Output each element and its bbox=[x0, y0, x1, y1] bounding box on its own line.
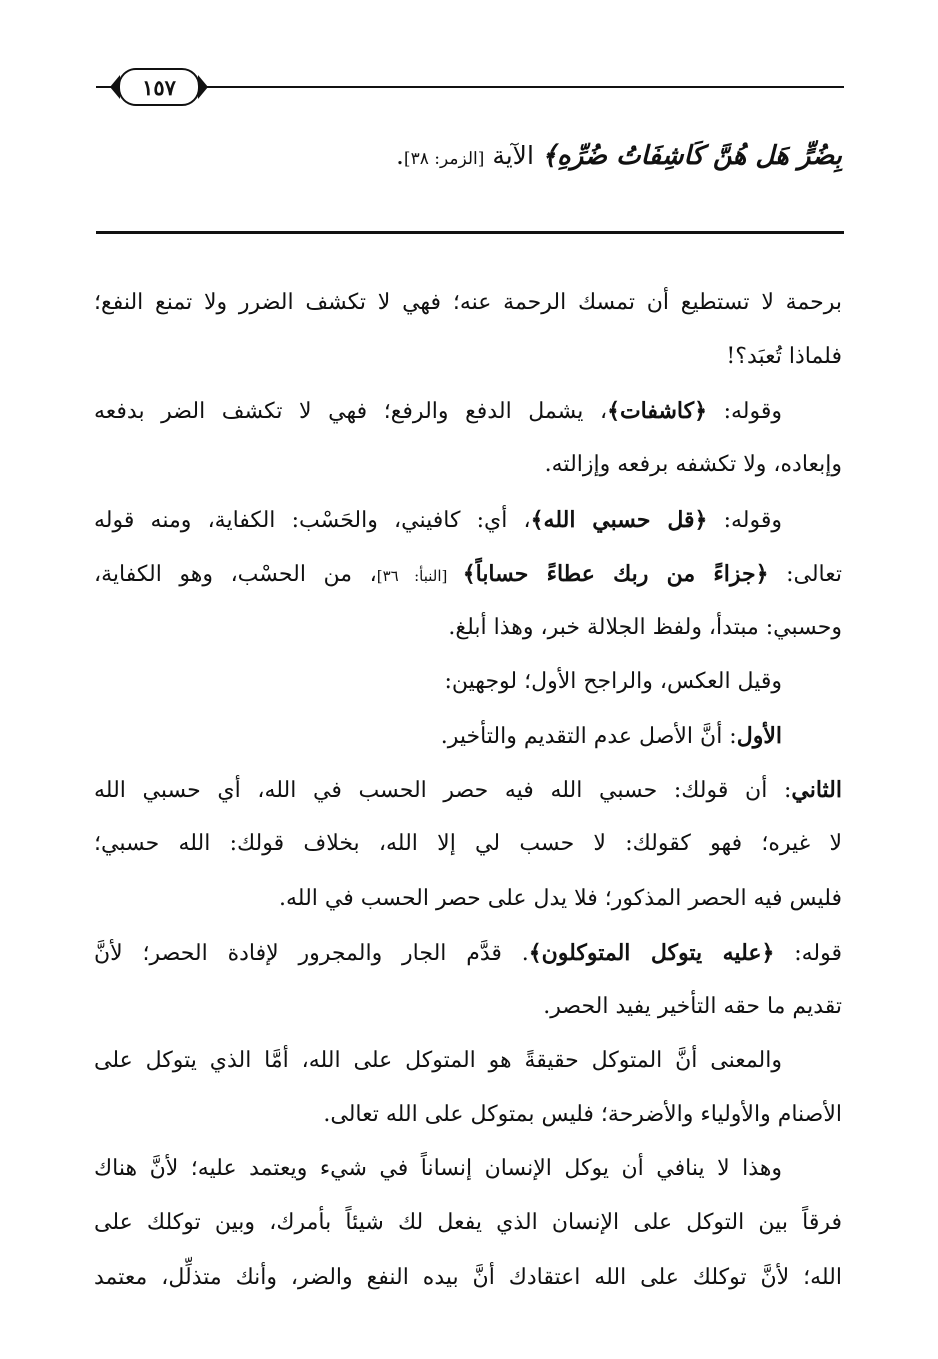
line-text: : أن قولك: حسبي الله فيه حصر الحسب في الله، أي حسبي الله bbox=[94, 778, 792, 804]
line-text: ، أي: كافيني، والحَسْب: الكفاية، ومنه قوله bbox=[94, 507, 531, 533]
line-text: الله؛ لأنَّ توكلك على الله اعتقادك أنَّ بيده النفع والضر، وأنك متذلِّل، معتمد bbox=[94, 1264, 842, 1290]
body-text bbox=[94, 276, 842, 1305]
page-number: ١٥٧ bbox=[142, 74, 176, 100]
line-text: وهذا لا ينافي أن يوكل الإنسان إنساناً في شيء ويعتمد عليه؛ لأنَّ هناك bbox=[94, 1156, 782, 1182]
text-line bbox=[94, 547, 842, 601]
text-line bbox=[94, 763, 842, 817]
quran-quote: بِضُرٍّ هَل هُنَّ كَاشِفَاتُ ضُرِّهِ﴾ bbox=[541, 141, 842, 171]
verse-continuation bbox=[94, 130, 842, 185]
verse-reference: [النبأ: ٣٦] bbox=[376, 566, 463, 585]
section-divider bbox=[96, 231, 844, 234]
verse-reference: [الزمر: ٣٨] bbox=[403, 149, 485, 169]
point-label: الأول bbox=[736, 723, 782, 750]
line-text: . قدَّم الجار والمجرور لإفادة الحصر؛ لأنَّ bbox=[94, 940, 529, 966]
text-line bbox=[94, 1251, 842, 1305]
header-rule bbox=[96, 86, 844, 88]
line-text: تقديم ما حقه التأخير يفيد الحصر. bbox=[543, 993, 842, 1019]
text-line bbox=[94, 655, 842, 709]
quran-quote: ﴿كاشفات﴾ bbox=[607, 398, 707, 425]
line-text: وحسبي: مبتدأ، ولفظ الجلالة خبر، وهذا أبلغ. bbox=[448, 614, 842, 640]
text-line bbox=[94, 276, 842, 330]
text-line bbox=[94, 817, 842, 871]
line-text: وقوله: bbox=[707, 507, 783, 533]
line-text: الأصنام والأولياء والأضرحة؛ فليس بمتوكل على الله تعالى. bbox=[323, 1102, 842, 1128]
text-line bbox=[94, 384, 842, 438]
line-text: وقيل العكس، والراجح الأول؛ لوجهين: bbox=[444, 668, 782, 694]
line-text: فلماذا تُعبَد؟! bbox=[726, 344, 842, 370]
line-text: قوله: bbox=[774, 940, 842, 966]
page-number-badge bbox=[118, 68, 200, 106]
line-text: ، يشمل الدفع والرفع؛ فهي لا تكشف الضر بدفعه bbox=[94, 399, 608, 425]
line-text: تعالى: bbox=[768, 561, 842, 587]
text-line bbox=[94, 1088, 842, 1142]
quran-quote: ﴿قل حسبي الله﴾ bbox=[530, 506, 708, 533]
quran-quote: ﴿جزاءً من ربك عطاءً حساباً﴾ bbox=[462, 560, 769, 587]
text-line bbox=[94, 709, 842, 763]
text-line bbox=[94, 872, 842, 926]
point-label: الثاني bbox=[791, 777, 842, 804]
text-line bbox=[94, 330, 842, 384]
line-text: لا غيره؛ فهو كقولك: لا حسب لي إلا الله، بخلاف قولك: الله حسبي؛ bbox=[94, 831, 842, 857]
text-line bbox=[94, 601, 842, 655]
line-text: وقوله: bbox=[707, 399, 782, 425]
line-text: برحمة لا تستطيع أن تمسك الرحمة عنه؛ فهي لا تكشف الضرر ولا تمنع النفع؛ bbox=[94, 290, 842, 315]
line-text: والمعنى أنَّ المتوكل حقيقةً هو المتوكل على الله، أمَّا الذي يتوكل على bbox=[94, 1047, 782, 1073]
line-text: وإبعاده، ولا تكشفه برفعه وإزالته. bbox=[544, 452, 842, 478]
line-text: فرقاً بين التوكل على الإنسان الذي يفعل لك شيئاً بأمرك، وبين توكلك على bbox=[94, 1210, 842, 1236]
verse-suffix: الآية bbox=[484, 141, 542, 170]
line-text: : أنَّ الأصل عدم التقديم والتأخير. bbox=[440, 724, 737, 750]
quran-quote: ﴿عليه يتوكل المتوكلون﴾ bbox=[528, 939, 775, 966]
text-line bbox=[94, 1142, 842, 1196]
text-line bbox=[94, 926, 842, 980]
text-line bbox=[94, 493, 842, 547]
line-text: ، من الحسْب، وهو الكفاية، bbox=[94, 561, 377, 587]
verse-end: . bbox=[395, 141, 404, 170]
text-line bbox=[94, 438, 842, 492]
text-line bbox=[94, 1034, 842, 1088]
text-line bbox=[94, 980, 842, 1034]
text-line bbox=[94, 1196, 842, 1250]
line-text: فليس فيه الحصر المذكور؛ فلا يدل على حصر الحسب في الله. bbox=[279, 885, 842, 911]
